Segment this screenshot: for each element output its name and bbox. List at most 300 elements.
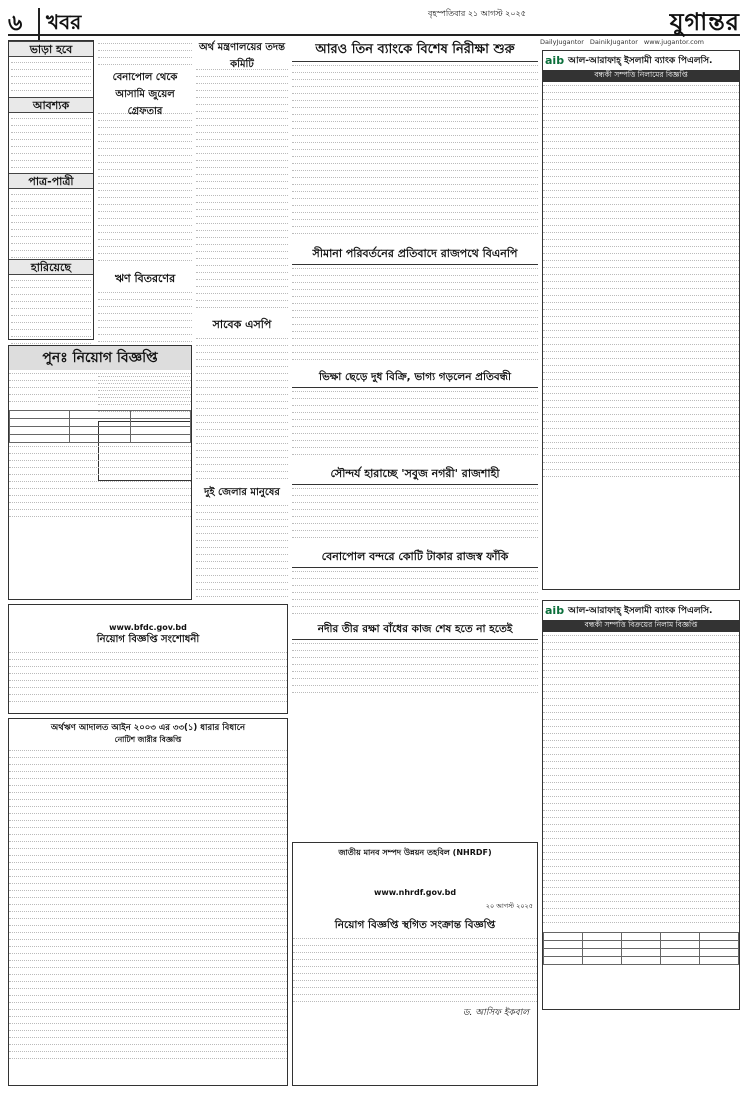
text-line: [543, 166, 739, 170]
text-line: [292, 321, 538, 325]
text-line: [543, 856, 739, 860]
text-line: [292, 506, 538, 510]
text-line: [9, 1054, 287, 1058]
lost-heading: হারিয়েছে: [9, 259, 93, 275]
text-line: [543, 639, 739, 643]
text-line: [98, 145, 192, 149]
text-line: [543, 751, 739, 755]
text-line: [98, 229, 192, 233]
text-line: [9, 1005, 287, 1009]
text-line: [543, 473, 739, 477]
text-line: [98, 317, 192, 321]
text-line: [292, 356, 538, 360]
headline-committee: অর্থ মন্ত্রণালয়ের তদন্ত কমিটি: [198, 42, 286, 70]
gov-url[interactable]: www.bfdc.gov.bd: [109, 623, 187, 632]
court-notice: [8, 718, 288, 1086]
text-line: [98, 331, 192, 335]
text-line: [98, 257, 192, 261]
text-line: [11, 80, 91, 84]
text-line: [292, 230, 538, 234]
text-line: [543, 326, 739, 330]
text-line: [292, 568, 538, 572]
text-line: [543, 744, 739, 748]
text-line: [9, 943, 287, 947]
bank-logo: aib: [545, 54, 565, 67]
text-line: [196, 544, 288, 548]
text-line: [292, 167, 538, 171]
text-line: [292, 111, 538, 115]
benapole-article: [292, 548, 538, 618]
text-line: [98, 152, 192, 156]
text-line: [543, 765, 739, 769]
text-line: [543, 354, 739, 358]
text-line: [543, 688, 739, 692]
text-line: [9, 1012, 287, 1016]
text-line: [543, 292, 739, 296]
text-line: [196, 475, 288, 479]
text-line: [543, 250, 739, 254]
text-line: [292, 349, 538, 353]
text-line: [9, 471, 191, 475]
text-line: [293, 984, 537, 988]
text-line: [543, 709, 739, 713]
text-line: [196, 593, 288, 597]
text-line: [543, 779, 739, 783]
text-line: [196, 565, 288, 569]
text-line: [543, 194, 739, 198]
text-line: [292, 582, 538, 586]
text-line: [543, 96, 739, 100]
text-line: [98, 187, 192, 191]
text-line: [98, 296, 192, 300]
text-line: [98, 215, 192, 219]
text-line: [293, 949, 537, 953]
text-line: [9, 852, 287, 856]
text-line: [543, 187, 739, 191]
text-line: [196, 220, 288, 224]
text-line: [293, 991, 537, 995]
text-line: [196, 143, 288, 147]
text-line: [292, 76, 538, 80]
text-line: [9, 698, 287, 702]
text-line: [98, 243, 192, 247]
text-line: [98, 208, 192, 212]
headline-bnp: সীমানা পরিবর্তনের প্রতিবাদে রাজপথে বিএনপি: [292, 245, 538, 265]
text-line: [196, 108, 288, 112]
text-line: [543, 646, 739, 650]
text-line: [196, 447, 288, 451]
text-line: [292, 293, 538, 297]
text-line: [543, 340, 739, 344]
text-line: [196, 283, 288, 287]
text-line: [196, 363, 288, 367]
text-line: [196, 335, 288, 339]
text-line: [292, 328, 538, 332]
text-line: [292, 195, 538, 199]
text-line: [98, 138, 192, 142]
text-line: [543, 876, 739, 880]
text-line: [9, 838, 287, 842]
text-line: [98, 303, 192, 307]
text-line: [543, 883, 739, 887]
rent-heading: ভাড়া হবে: [9, 41, 93, 57]
text-line: [543, 828, 739, 832]
text-line: [292, 647, 538, 651]
text-line: [11, 291, 91, 295]
text-line: [292, 342, 538, 346]
text-line: [292, 153, 538, 157]
text-line: [293, 942, 537, 946]
text-line: [196, 572, 288, 576]
text-line: [98, 250, 192, 254]
text-line: [292, 132, 538, 136]
text-line: [543, 723, 739, 727]
text-line: [9, 1033, 287, 1037]
text-line: [11, 198, 91, 202]
text-line: [9, 370, 191, 374]
text-line: [543, 445, 739, 449]
text-line: [293, 998, 537, 1002]
rajshahi-article: [292, 465, 538, 545]
text-line: [9, 831, 287, 835]
text-line: [11, 157, 91, 161]
text-line: [293, 970, 537, 974]
text-line: [543, 382, 739, 386]
text-line: [292, 69, 538, 73]
text-line: [98, 289, 192, 293]
text-line: [9, 991, 287, 995]
text-line: [98, 61, 192, 65]
text-line: [292, 589, 538, 593]
text-line: [196, 94, 288, 98]
text-line: [293, 956, 537, 960]
text-line: [11, 319, 91, 323]
text-line: [543, 730, 739, 734]
text-line: [196, 303, 288, 307]
text-line: [292, 610, 538, 614]
text-line: [292, 202, 538, 206]
text-line: [543, 201, 739, 205]
text-line: [11, 115, 91, 119]
nhrdf-url[interactable]: www.nhrdf.gov.bd: [373, 888, 457, 897]
text-line: [543, 702, 739, 706]
matrimony-heading: পাত্র-পাত্রী: [9, 173, 93, 189]
text-line: [9, 929, 287, 933]
text-line: [11, 129, 91, 133]
text-line: [543, 215, 739, 219]
text-line: [196, 530, 288, 534]
text-line: [196, 157, 288, 161]
text-line: [11, 150, 91, 154]
headline-jewel: বেনাপোল থেকে আসামি জুয়েল গ্রেফতার: [112, 72, 178, 117]
text-line: [9, 824, 287, 828]
text-line: [292, 603, 538, 607]
text-line: [196, 248, 288, 252]
text-line: [543, 772, 739, 776]
text-line: [543, 208, 739, 212]
text-line: [196, 426, 288, 430]
text-line: [543, 306, 739, 310]
nhrdf-notice-title: নিয়োগ বিজ্ঞপ্তি স্থগিত সংক্রান্ত বিজ্ঞপ্তি: [334, 919, 496, 931]
text-line: [543, 674, 739, 678]
text-line: [292, 272, 538, 276]
bank-logo-2: aib: [545, 604, 565, 617]
text-line: [9, 873, 287, 877]
text-line: [292, 125, 538, 129]
text-line: [543, 758, 739, 762]
text-line: [196, 551, 288, 555]
text-line: [543, 347, 739, 351]
text-line: [9, 880, 287, 884]
text-line: [196, 461, 288, 465]
text-line: [98, 47, 192, 51]
text-line: [9, 845, 287, 849]
facebook-link[interactable]: DailyJugantor: [540, 38, 584, 46]
text-line: [292, 682, 538, 686]
gov-notice: [8, 604, 288, 714]
text-line: [9, 513, 191, 517]
text-line: [98, 236, 192, 240]
website-link[interactable]: www.jugantor.com: [643, 38, 704, 46]
text-line: [543, 138, 739, 142]
text-line: [9, 761, 287, 765]
text-line: [543, 417, 739, 421]
text-line: [543, 800, 739, 804]
text-line: [11, 122, 91, 126]
text-line: [11, 226, 91, 230]
text-line: [9, 803, 287, 807]
text-line: [196, 276, 288, 280]
text-line: [196, 213, 288, 217]
headline-milk: ভিক্ষা ছেড়ে দুধ বিক্রি, ভাগ্য গড়লেন প্রতিবন্ধী: [292, 370, 538, 388]
text-line: [196, 342, 288, 346]
text-line: [543, 918, 739, 922]
text-line: [543, 849, 739, 853]
text-line: [196, 502, 288, 506]
text-line: [293, 935, 537, 939]
text-line: [543, 681, 739, 685]
court-title: অর্থঋণ আদালত আইন ২০০৩ এর ৩৩(১) ধারার বিধানে: [50, 723, 246, 733]
bank-auction-ad-2: [542, 600, 740, 1010]
text-line: [543, 424, 739, 428]
text-line: [9, 936, 287, 940]
text-line: [196, 87, 288, 91]
main-article: [292, 40, 538, 240]
text-line: [292, 104, 538, 108]
text-line: [292, 485, 538, 489]
text-line: [196, 398, 288, 402]
text-line: [292, 279, 538, 283]
text-line: [98, 166, 192, 170]
text-line: [543, 396, 739, 400]
text-line: [543, 431, 739, 435]
text-line: [9, 464, 191, 468]
nhrdf-signatory: ড. আসিফ ইকবাল: [462, 1008, 529, 1018]
text-line: [292, 209, 538, 213]
headline-loan: ঋণ বিতরণের: [114, 272, 176, 285]
text-line: [543, 264, 739, 268]
text-line: [543, 389, 739, 393]
text-line: [543, 222, 739, 226]
text-line: [9, 782, 287, 786]
text-line: [292, 527, 538, 531]
text-line: [196, 509, 288, 513]
text-line: [292, 83, 538, 87]
text-line: [196, 370, 288, 374]
text-line: [98, 222, 192, 226]
text-line: [98, 159, 192, 163]
text-line: [196, 150, 288, 154]
text-line: [543, 452, 739, 456]
newspaper-logo: যুগান্তর: [669, 7, 740, 36]
text-line: [98, 173, 192, 177]
reappointment-ad: [8, 345, 192, 600]
text-line: [11, 247, 91, 251]
section-name: খবর: [38, 8, 81, 41]
text-line: [196, 579, 288, 583]
text-line: [9, 391, 191, 395]
text-line: [98, 324, 192, 328]
text-line: [292, 534, 538, 538]
nhrdf-title: জাতীয় মানব সম্পদ উন্নয়ন তহবিল (NHRDF): [338, 848, 492, 857]
headline-two-districts: দুই জেলার মানুষের: [204, 487, 280, 498]
text-line: [196, 454, 288, 458]
headline-former-sp: সাবেক এসপি: [212, 318, 272, 331]
wanted-text: [9, 113, 93, 173]
text-line: [9, 670, 287, 674]
text-line: [196, 262, 288, 266]
text-line: [543, 124, 739, 128]
text-line: [9, 971, 287, 975]
text-line: [11, 205, 91, 209]
text-line: [543, 117, 739, 121]
text-line: [293, 977, 537, 981]
text-line: [543, 737, 739, 741]
text-line: [9, 950, 287, 954]
text-line: [543, 229, 739, 233]
news-column-3: [196, 40, 288, 600]
text-line: [196, 199, 288, 203]
text-line: [292, 675, 538, 679]
text-line: [196, 80, 288, 84]
text-line: [196, 164, 288, 168]
text-line: [9, 506, 191, 510]
text-line: [543, 145, 739, 149]
rent-text: [9, 57, 93, 97]
text-line: [9, 768, 287, 772]
text-line: [11, 219, 91, 223]
text-line: [543, 814, 739, 818]
bank-auction-heading: বন্ধকী সম্পত্তি নিলামের বিজ্ঞপ্তি: [543, 70, 739, 82]
text-line: [196, 419, 288, 423]
text-line: [11, 59, 91, 63]
text-line: [11, 143, 91, 147]
text-line: [196, 516, 288, 520]
text-line: [196, 377, 288, 381]
text-line: [9, 894, 287, 898]
text-line: [196, 269, 288, 273]
text-line: [196, 349, 288, 353]
text-line: [292, 181, 538, 185]
text-line: [543, 180, 739, 184]
text-line: [543, 299, 739, 303]
text-line: [11, 136, 91, 140]
text-line: [9, 1040, 287, 1044]
text-line: [196, 227, 288, 231]
text-line: [292, 174, 538, 178]
text-line: [292, 409, 538, 413]
headline-benapole: বেনাপোল বন্দরে কোটি টাকার রাজস্ব ফাঁকি: [292, 548, 538, 568]
text-line: [9, 478, 191, 482]
text-line: [9, 901, 287, 905]
text-line: [9, 656, 287, 660]
milk-article: [292, 370, 538, 460]
text-line: [292, 223, 538, 227]
text-line: [196, 290, 288, 294]
text-line: [292, 286, 538, 290]
text-line: [98, 201, 192, 205]
text-line: [292, 520, 538, 524]
text-line: [9, 398, 191, 402]
text-line: [196, 206, 288, 210]
text-line: [292, 388, 538, 392]
text-line: [11, 277, 91, 281]
text-line: [292, 118, 538, 122]
text-line: [292, 689, 538, 693]
text-line: [9, 915, 287, 919]
text-line: [11, 66, 91, 70]
text-line: [9, 457, 191, 461]
text-line: [292, 416, 538, 420]
twitter-link[interactable]: DainikJugantor: [589, 38, 638, 46]
text-line: [543, 466, 739, 470]
text-line: [543, 403, 739, 407]
text-line: [9, 796, 287, 800]
text-line: [196, 136, 288, 140]
text-line: [196, 234, 288, 238]
text-line: [543, 897, 739, 901]
text-line: [98, 124, 192, 128]
text-line: [196, 433, 288, 437]
headline-bank-audit: আরও তিন ব্যাংকে বিশেষ নিরীক্ষা শুরু: [292, 40, 538, 62]
text-line: [543, 821, 739, 825]
text-line: [11, 191, 91, 195]
text-line: [293, 963, 537, 967]
text-line: [543, 904, 739, 908]
text-line: [543, 243, 739, 247]
text-line: [292, 668, 538, 672]
text-line: [9, 384, 191, 388]
text-line: [543, 842, 739, 846]
text-line: [9, 443, 191, 447]
text-line: [196, 178, 288, 182]
text-line: [292, 139, 538, 143]
text-line: [98, 194, 192, 198]
text-line: [543, 632, 739, 636]
bank-auction-ad-1: [542, 50, 740, 590]
text-line: [98, 131, 192, 135]
text-line: [196, 558, 288, 562]
text-line: [9, 377, 191, 381]
text-line: [98, 338, 192, 342]
text-line: [98, 310, 192, 314]
text-line: [543, 236, 739, 240]
text-line: [292, 300, 538, 304]
text-line: [292, 451, 538, 455]
text-line: [543, 89, 739, 93]
text-line: [11, 87, 91, 91]
text-line: [292, 188, 538, 192]
